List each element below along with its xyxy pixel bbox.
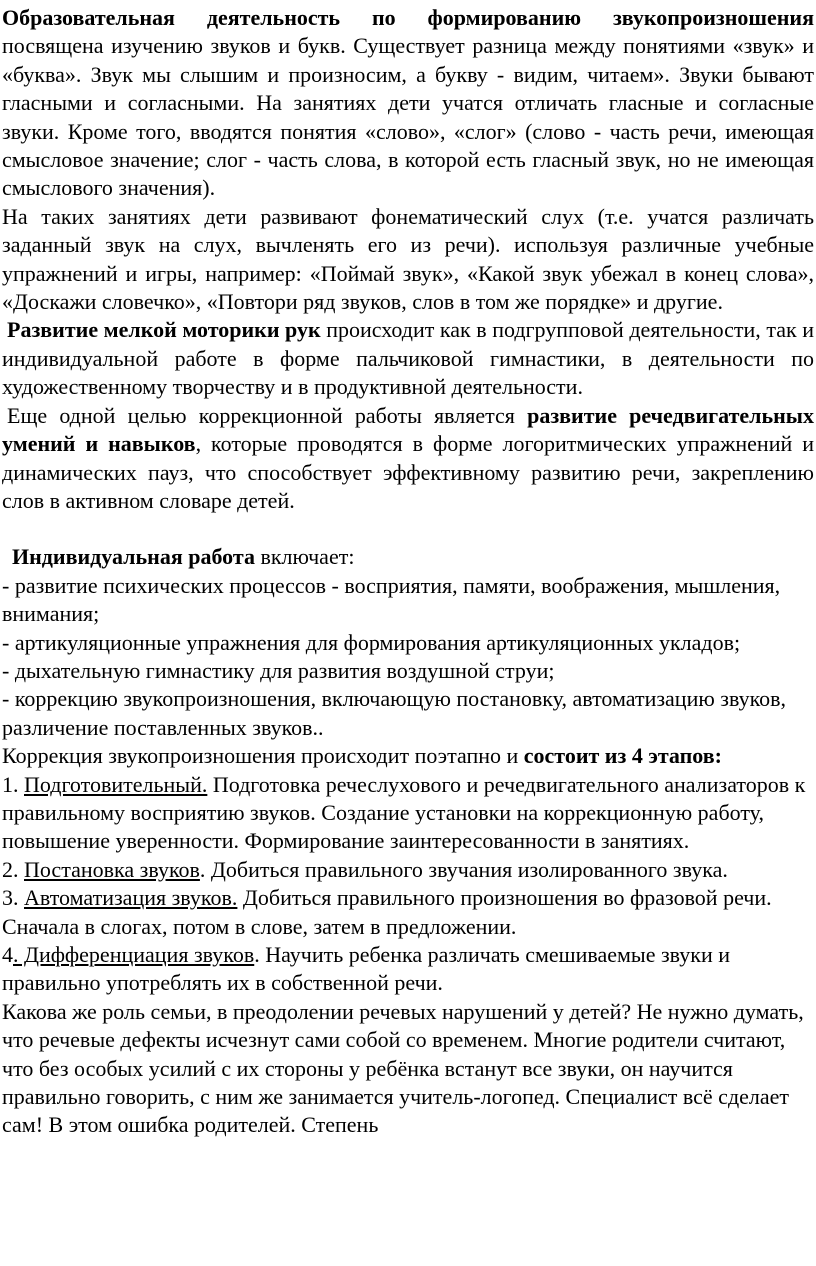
paragraph-text: происходит как в подгрупповой деятельности, так и индивидуальной работе в форме пальчиковой гимнастики, в деятельности по художественному творчеству и в продуктивной деятельности.	[2, 317, 814, 400]
stage-title: Подготовительный.	[24, 771, 208, 797]
correction-stages-label: состоит из 4 этапов:	[523, 743, 722, 769]
blank-line	[2, 515, 814, 543]
stage-text: . Добиться правильного звучания изолированного звука.	[199, 856, 728, 882]
list-item: - дыхательную гимнастику для развития воздушной струи;	[2, 657, 555, 683]
stage-title: . Дифференциация звуков	[13, 942, 255, 967]
stage-item	[2, 856, 814, 884]
paragraph-fine-motor	[2, 316, 814, 401]
paragraph-text: На таких занятиях дети развивают фонематический слух (т.е. учатся различать заданный звук на слух, вычленять его из речи). используя различные учебные упражнений и игры, например: «Поймай звук», «Какой звук убежал в конец слова», «Доскажи словечко», «Повтори ряд звуков, слов в том же порядке» и другие.	[2, 203, 814, 315]
stage-title: Автоматизация звуков.	[24, 885, 238, 911]
paragraph-heading: Развитие мелкой моторики рук	[7, 317, 321, 343]
paragraph-text: , которые проводятся в форме логоритмических упражнений и динамических пауз, что способствует эффективному развитию речи, закреплению слов в активном словаре детей.	[2, 431, 814, 513]
list-item: - коррекцию звукопроизношения, включающую постановку, автоматизацию звуков, различение поставленных звуков..	[2, 686, 787, 740]
stage-item	[2, 884, 814, 941]
paragraph-text: Еще одной целью коррекционной работы является	[7, 402, 528, 428]
paragraph-text: Какова же роль семьи, в преодолении речевых нарушений у детей? Не нужно думать, что речевые дефекты исчезнут сами собой со временем. Многие родители считают, что без особых усилий с их стороны у ребёнка встанут все звуки, он научится правильно говорить, с ним же занимается учитель-логопед. Специалист всё сделает сам! В этом ошибка родителей. Степень	[2, 998, 804, 1138]
stage-text: Подготовка речеслухового и речедвигательного анализаторов к правильному восприятию звуков. Создание установки на коррекционную работу, повышение уверенности. Формирование заинтересованности в занятиях.	[2, 771, 806, 854]
list-item: - развитие психических процессов - восприятия, памяти, воображения, мышления, внимания;	[2, 572, 781, 627]
individual-work-heading	[2, 543, 814, 571]
stage-number: 2.	[2, 856, 24, 882]
stage-title: Постановка звуков	[24, 856, 200, 882]
stage-item	[2, 771, 814, 856]
stage-text: Добиться правильного произношения во фразовой речи. Сначала в слогах, потом в слове, затем в предложении.	[2, 885, 772, 939]
paragraph-text: Коррекция звукопроизношения происходит поэтапно и	[2, 743, 524, 769]
paragraph-heading: развитие речедвигательных умений и навыков	[2, 402, 814, 457]
paragraph-heading: Образовательная деятельность по формированию звукопроизношения	[2, 5, 814, 30]
paragraph-speech-motor	[2, 402, 814, 516]
paragraph-text: посвящена изучению звуков и букв. Существует разница между понятиями «звук» и «буква». Звук мы слышим и произносим, а букву - видим, читаем». Звуки бывают гласными и согласными. На занятиях дети учатся отличать гласные и согласные звуки. Кроме того, вводятся понятия «слово», «слог» (слово - часть речи, имеющая смысловое значение; слог - часть слова, в которой есть гласный звук, но не имеющая смыслового значения).	[2, 33, 814, 201]
paragraph-family-role	[2, 998, 814, 1140]
list-item: - артикуляционные упражнения для формирования артикуляционных укладов;	[2, 629, 741, 655]
stage-number: 3.	[2, 885, 24, 911]
stage-text: . Научить ребенка различать смешиваемые звуки и правильно употреблять их в собственной речи.	[2, 942, 731, 996]
correction-intro	[2, 742, 814, 770]
paragraph-sound-pronunciation	[2, 4, 814, 203]
section-heading-text: включает:	[254, 544, 355, 570]
paragraph-phonemic-hearing	[2, 203, 814, 317]
stage-item	[2, 941, 814, 998]
stage-number: 1.	[2, 771, 24, 797]
stage-number: 4	[2, 942, 13, 967]
section-heading: Индивидуальная работа	[12, 544, 255, 570]
